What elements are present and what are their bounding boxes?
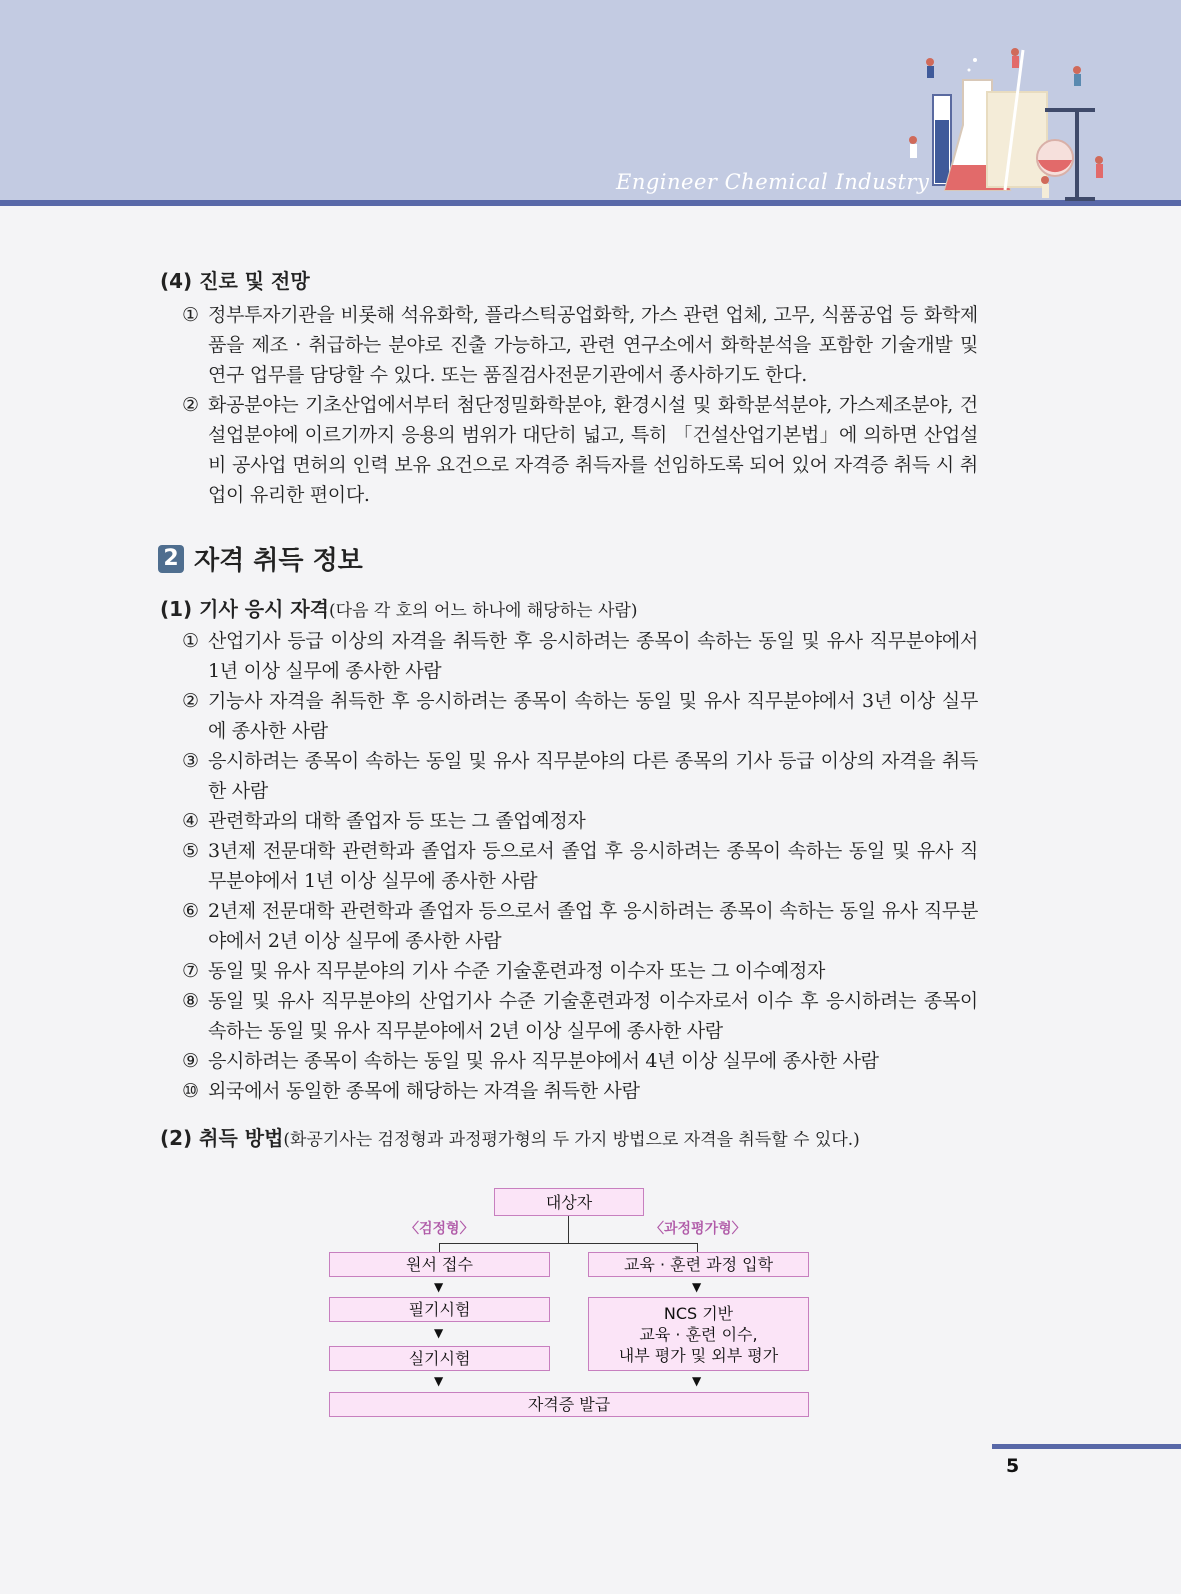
flow-step-certificate: 자격증 발급 <box>329 1392 809 1417</box>
item-text: 관련학과의 대학 졸업자 등 또는 그 졸업예정자 <box>208 810 586 832</box>
list-item <box>182 956 978 986</box>
section-title <box>158 540 363 577</box>
list-item <box>182 986 978 1046</box>
footer-divider <box>992 1444 1181 1449</box>
list-item <box>182 300 978 390</box>
connector-line <box>697 1243 698 1252</box>
section-title-text: 자격 취득 정보 <box>194 546 363 576</box>
down-arrow-icon: ▼ <box>434 1374 444 1388</box>
flow-step-practical: 실기시험 <box>329 1346 550 1371</box>
item-number: ⑧ <box>182 990 200 1012</box>
qualification-heading <box>160 593 637 622</box>
down-arrow-icon: ▼ <box>692 1280 702 1294</box>
career-heading: (4) 진로 및 전망 <box>160 269 310 293</box>
down-arrow-icon: ▼ <box>434 1326 444 1340</box>
flow-step-written: 필기시험 <box>329 1297 550 1322</box>
item-number: ⑨ <box>182 1050 200 1072</box>
list-item <box>182 806 978 836</box>
flow-step-ncs-training: NCS 기반 교육 · 훈련 이수, 내부 평가 및 외부 평가 <box>588 1297 809 1371</box>
method-heading-text: (2) 취득 방법 <box>160 1126 284 1150</box>
qualification-note: (다음 각 호의 어느 하나에 해당하는 사람) <box>329 601 638 621</box>
list-item <box>182 746 978 806</box>
list-item <box>182 626 978 686</box>
item-number: ③ <box>182 750 200 772</box>
flow-left-label: 〈검정형〉 <box>405 1221 474 1237</box>
lab-illustration-icon <box>905 40 1115 220</box>
section-number-badge: 2 <box>158 545 184 573</box>
item-text: 외국에서 동일한 종목에 해당하는 자격을 취득한 사람 <box>208 1080 640 1102</box>
connector-line <box>439 1243 698 1244</box>
item-text: 응시하려는 종목이 속하는 동일 및 유사 직무분야의 다른 종목의 기사 등급 이상의 자격을 취득한 사람 <box>208 750 978 802</box>
list-item <box>182 1076 978 1106</box>
item-number: ② <box>182 690 200 712</box>
item-text: 정부투자기관을 비롯해 석유화학, 플라스틱공업화학, 가스 관련 업체, 고무, 식품공업 등 화학제품을 제조 · 취급하는 분야로 진출 가능하고, 관련 연구소에서 화학분석을 포함한 기술개발 및 연구 업무를 담당할 수 있다. 또는 품질검사전문기관에서 종사하기도 한다. <box>208 304 978 386</box>
header-title: Engineer Chemical Industry <box>616 170 930 194</box>
item-number: ⑤ <box>182 840 200 862</box>
item-text: 화공분야는 기초산업에서부터 첨단정밀화학분야, 환경시설 및 화학분석분야, 가스제조분야, 건설업분야에 이르기까지 응용의 범위가 대단히 넓고, 특히 「건설산업기본법」에 의하면 산업설비 공사업 면허의 인력 보유 요건으로 자격증 취득자를 선임하도록 되어 있어 자격증 취득 시 취업이 유리한 편이다. <box>208 394 978 506</box>
item-text: 3년제 전문대학 관련학과 졸업자 등으로서 졸업 후 응시하려는 종목이 속하는 동일 및 유사 직무분야에서 1년 이상 실무에 종사한 사람 <box>208 840 978 892</box>
list-item <box>182 1046 978 1076</box>
item-text: 동일 및 유사 직무분야의 기사 수준 기술훈련과정 이수자 또는 그 이수예정자 <box>208 960 826 982</box>
item-number: ① <box>182 304 200 326</box>
item-number: ⑦ <box>182 960 200 982</box>
down-arrow-icon: ▼ <box>692 1374 702 1388</box>
down-arrow-icon: ▼ <box>434 1280 444 1294</box>
flow-top-box: 대상자 <box>494 1188 644 1216</box>
item-number: ⑩ <box>182 1080 200 1102</box>
connector-line <box>568 1216 569 1244</box>
flow-step-apply: 원서 접수 <box>329 1252 550 1277</box>
item-number: ⑥ <box>182 900 200 922</box>
item-text: 응시하려는 종목이 속하는 동일 및 유사 직무분야에서 4년 이상 실무에 종사한 사람 <box>208 1050 879 1072</box>
item-number: ④ <box>182 810 200 832</box>
method-note: (화공기사는 검정형과 과정평가형의 두 가지 방법으로 자격을 취득할 수 있다.) <box>283 1130 860 1150</box>
list-item <box>182 686 978 746</box>
list-item <box>182 896 978 956</box>
qualification-heading-text: (1) 기사 응시 자격 <box>160 597 330 621</box>
list-item <box>182 390 978 510</box>
method-heading <box>160 1122 860 1151</box>
item-text: 2년제 전문대학 관련학과 졸업자 등으로서 졸업 후 응시하려는 종목이 속하는 동일 유사 직무분야에서 2년 이상 실무에 종사한 사람 <box>208 900 978 952</box>
item-text: 동일 및 유사 직무분야의 산업기사 수준 기술훈련과정 이수자로서 이수 후 응시하려는 종목이 속하는 동일 및 유사 직무분야에서 2년 이상 실무에 종사한 사람 <box>208 990 978 1042</box>
flow-right-label: 〈과정평가형〉 <box>650 1221 746 1237</box>
item-text: 산업기사 등급 이상의 자격을 취득한 후 응시하려는 종목이 속하는 동일 및 유사 직무분야에서 1년 이상 실무에 종사한 사람 <box>208 630 978 682</box>
item-number: ② <box>182 394 200 416</box>
item-text: 기능사 자격을 취득한 후 응시하려는 종목이 속하는 동일 및 유사 직무분야에서 3년 이상 실무에 종사한 사람 <box>208 690 978 742</box>
connector-line <box>439 1243 440 1252</box>
item-number: ① <box>182 630 200 652</box>
page-number: 5 <box>1006 1455 1020 1477</box>
flow-step-enroll: 교육 · 훈련 과정 입학 <box>588 1252 809 1277</box>
list-item <box>182 836 978 896</box>
